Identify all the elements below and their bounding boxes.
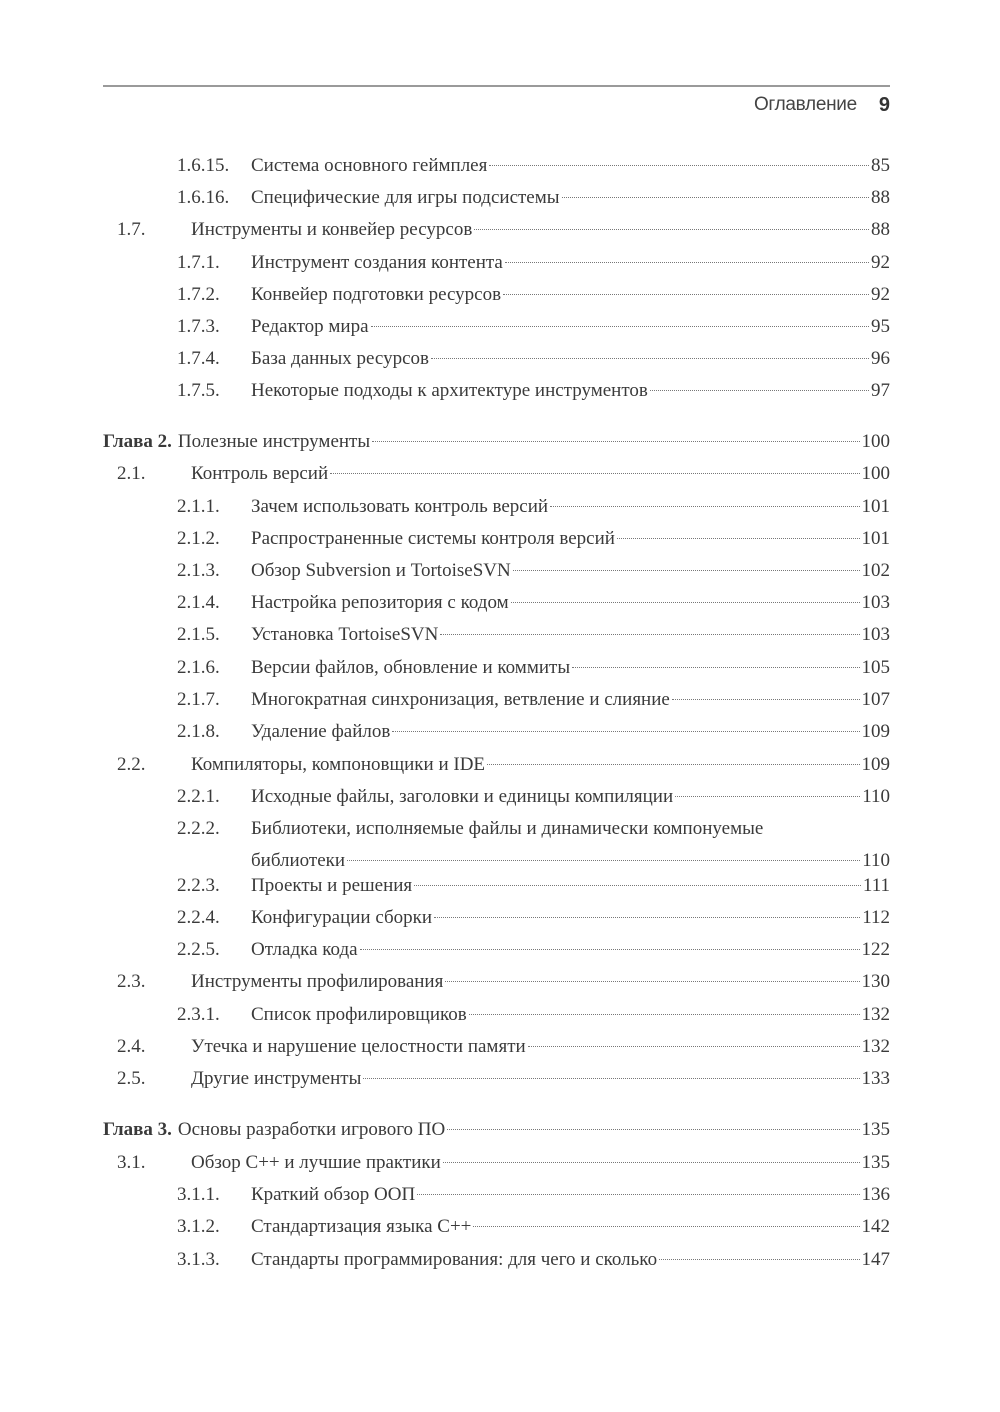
- toc-entry-number: 2.1.1.: [177, 496, 220, 517]
- toc-entry-number: 2.5.: [117, 1068, 146, 1089]
- toc-entry-page: 135: [861, 1152, 890, 1173]
- toc-chapter-number: Глава 2.: [103, 431, 172, 452]
- toc-entry-title: Конвейер подготовки ресурсов: [251, 284, 502, 305]
- toc-entry-title: Специфические для игры подсистемы: [251, 187, 560, 208]
- toc-entry-number: 1.7.4.: [177, 348, 220, 369]
- toc-entry-number: 3.1.: [117, 1152, 146, 1173]
- leader-dots: [363, 1078, 859, 1079]
- header-rule: [103, 85, 890, 87]
- toc-entry[interactable]: [103, 934, 890, 966]
- toc-entry-number: 2.2.3.: [177, 875, 220, 896]
- toc-entry-number: 2.2.4.: [177, 907, 220, 928]
- toc-entry-number: 2.2.2.: [177, 818, 220, 839]
- toc-entry[interactable]: [103, 1179, 890, 1211]
- toc-entry-number: 1.7.2.: [177, 284, 220, 305]
- toc-entry[interactable]: [103, 781, 890, 813]
- leader-dots: [414, 885, 861, 886]
- toc-entry-page: 147: [861, 1249, 890, 1270]
- toc-entry-page: 110: [862, 786, 890, 807]
- toc-entry-number: 1.7.: [117, 219, 146, 240]
- toc-entry-title-continuation: библиотеки: [251, 850, 346, 871]
- toc-entry-page: 122: [861, 939, 890, 960]
- toc-entry-page: 92: [871, 252, 890, 273]
- toc-entry-title: Библиотеки, исполняемые файлы и динамически компонуемые: [251, 818, 764, 839]
- toc-entry-page: 100: [861, 463, 890, 484]
- toc-entry[interactable]: [103, 279, 890, 311]
- leader-dots: [505, 262, 869, 263]
- leader-dots: [562, 197, 869, 198]
- toc-entry-page: 105: [861, 657, 890, 678]
- toc-entry-number: 1.6.16.: [177, 187, 230, 208]
- running-head: [754, 90, 890, 120]
- toc-entry-title: Другие инструменты: [191, 1068, 362, 1089]
- toc-entry-title: Обзор Subversion и TortoiseSVN: [251, 560, 511, 581]
- toc-entry[interactable]: [103, 1211, 890, 1243]
- toc-entry-page: 111: [862, 875, 890, 896]
- toc-entry-title: Конфигурации сборки: [251, 907, 433, 928]
- toc-entry-number: 2.2.: [117, 754, 146, 775]
- leader-dots: [443, 1162, 860, 1163]
- toc-entry-page: 100: [861, 431, 890, 452]
- toc-entry-page: 85: [871, 155, 890, 176]
- toc-entry-title: Инструменты профилирования: [191, 971, 444, 992]
- toc-entry[interactable]: [103, 749, 890, 781]
- leader-dots: [617, 538, 860, 539]
- toc-entry-number: 2.1.4.: [177, 592, 220, 613]
- leader-dots: [473, 1226, 859, 1227]
- toc-entry-title: Некоторые подходы к архитектуре инструментов: [251, 380, 648, 401]
- toc-entry[interactable]: [103, 150, 890, 182]
- toc-entry[interactable]: [103, 491, 890, 523]
- toc-entry-page: 109: [861, 721, 890, 742]
- leader-dots: [360, 949, 860, 950]
- toc-entry-title: Компиляторы, компоновщики и IDE: [191, 754, 486, 775]
- toc-entry-title: Стандартизация языка C++: [251, 1216, 472, 1237]
- toc-entry-title: Отладка кода: [251, 939, 358, 960]
- toc-entry-number: 1.6.15.: [177, 155, 230, 176]
- toc-entry[interactable]: [103, 716, 890, 748]
- toc-entry-title: Инструмент создания контента: [251, 252, 503, 273]
- toc-entry-number: 2.1.6.: [177, 657, 220, 678]
- toc-entry-title: Краткий обзор ООП: [251, 1184, 416, 1205]
- leader-dots: [487, 764, 859, 765]
- toc-entry-page: 109: [861, 754, 890, 775]
- toc-entry-title: Контроль версий: [191, 463, 329, 484]
- toc-entry-page: 88: [871, 187, 890, 208]
- toc-entry-title: Стандарты программирования: для чего и сколько: [251, 1249, 658, 1270]
- leader-dots: [503, 294, 869, 295]
- toc-entry[interactable]: [103, 902, 890, 934]
- toc-entry-title: Исходные файлы, заголовки и единицы компиляции: [251, 786, 674, 807]
- toc-entry[interactable]: [103, 247, 890, 279]
- toc-entry[interactable]: [103, 1147, 890, 1179]
- leader-dots: [550, 506, 859, 507]
- toc-entry[interactable]: [103, 652, 890, 684]
- toc-entry[interactable]: [103, 182, 890, 214]
- toc-entry[interactable]: [103, 1244, 890, 1276]
- leader-dots: [489, 165, 869, 166]
- leader-dots: [445, 981, 859, 982]
- toc-entry-page: 101: [861, 528, 890, 549]
- leader-dots: [572, 667, 859, 668]
- leader-dots: [371, 326, 869, 327]
- toc-entry[interactable]: [103, 870, 890, 902]
- toc-entry-page: 130: [861, 971, 890, 992]
- toc-entry-number: 2.1.3.: [177, 560, 220, 581]
- leader-dots: [447, 1129, 859, 1130]
- toc-entry[interactable]: [103, 1031, 890, 1063]
- leader-dots: [650, 390, 869, 391]
- page-number: 9: [878, 93, 890, 116]
- toc-entry-number: 2.1.: [117, 463, 146, 484]
- toc-entry-page: 142: [861, 1216, 890, 1237]
- toc-entry-page: 132: [861, 1036, 890, 1057]
- toc-entry[interactable]: [103, 587, 890, 619]
- toc-entry-number: 2.1.2.: [177, 528, 220, 549]
- toc-entry-number: 2.3.: [117, 971, 146, 992]
- leader-dots: [372, 441, 859, 442]
- toc-entry-page: 132: [861, 1004, 890, 1025]
- toc-entry[interactable]: [103, 214, 890, 246]
- toc-entry-number: 1.7.5.: [177, 380, 220, 401]
- leader-dots: [659, 1259, 859, 1260]
- toc-entry[interactable]: [103, 375, 890, 407]
- toc-entry-title: Зачем использовать контроль версий: [251, 496, 549, 517]
- toc-entry-title: Установка TortoiseSVN: [251, 624, 439, 645]
- leader-dots: [469, 1014, 860, 1015]
- toc-chapter-entry[interactable]: [103, 426, 890, 458]
- leader-dots: [347, 860, 860, 861]
- toc-entry-page: 107: [861, 689, 890, 710]
- toc-entry-page: 110: [862, 850, 890, 871]
- toc-entry-number: 2.1.5.: [177, 624, 220, 645]
- toc-entry-number: 3.1.1.: [177, 1184, 220, 1205]
- toc-entry-title: Распространенные системы контроля версий: [251, 528, 615, 549]
- leader-dots: [417, 1194, 859, 1195]
- toc-entry-title: Список профилировщиков: [251, 1004, 467, 1025]
- leader-dots: [672, 699, 860, 700]
- toc-entry-number: 2.4.: [117, 1036, 146, 1057]
- leader-dots: [474, 229, 869, 230]
- toc-entry[interactable]: [103, 343, 890, 375]
- toc-entry-page: 101: [861, 496, 890, 517]
- leader-dots: [675, 796, 860, 797]
- toc-entry-number: 2.1.7.: [177, 689, 220, 710]
- toc-entry-page: 133: [861, 1068, 890, 1089]
- leader-dots: [330, 473, 859, 474]
- toc-entry[interactable]: [103, 966, 890, 998]
- toc-entry-number: 2.1.8.: [177, 721, 220, 742]
- toc-entry-page: 136: [861, 1184, 890, 1205]
- leader-dots: [392, 731, 859, 732]
- toc-entry-page: 97: [871, 380, 890, 401]
- toc-entry-title: База данных ресурсов: [251, 348, 429, 369]
- toc-entry-title: Основы разработки игрового ПО: [177, 1119, 446, 1140]
- toc-entry-title: Настройка репозитория с кодом: [251, 592, 509, 613]
- toc-entry-title: Удаление файлов: [251, 721, 391, 742]
- toc-entry-page: 103: [861, 592, 890, 613]
- toc-entry-page: 88: [871, 219, 890, 240]
- toc-entry[interactable]: [103, 1063, 890, 1095]
- toc-entry-page: 92: [871, 284, 890, 305]
- toc-entry[interactable]: [103, 458, 890, 490]
- toc-entry-page: 135: [861, 1119, 890, 1140]
- toc-chapter-entry[interactable]: [103, 1114, 890, 1146]
- toc-entry-number: 2.2.1.: [177, 786, 220, 807]
- toc-entry-title: Полезные инструменты: [177, 431, 371, 452]
- toc-entry-number: 2.3.1.: [177, 1004, 220, 1025]
- leader-dots: [431, 358, 869, 359]
- toc-entry-number: 3.1.2.: [177, 1216, 220, 1237]
- toc-entry-page: 103: [861, 624, 890, 645]
- toc-entry-page: 102: [861, 560, 890, 581]
- running-head-title: Оглавление: [753, 94, 857, 115]
- leader-dots: [511, 602, 860, 603]
- toc-entry-title: Проекты и решения: [251, 875, 413, 896]
- leader-dots: [513, 570, 860, 571]
- toc-entry-title: Инструменты и конвейер ресурсов: [191, 219, 473, 240]
- leader-dots: [528, 1046, 860, 1047]
- toc-entry[interactable]: [103, 999, 890, 1031]
- toc-entry-title: Версии файлов, обновление и коммиты: [251, 657, 571, 678]
- toc-entry-number: 1.7.1.: [177, 252, 220, 273]
- toc-entry-page: 96: [871, 348, 890, 369]
- leader-dots: [440, 634, 859, 635]
- toc-entry[interactable]: [103, 523, 890, 555]
- toc-entry-title: Утечка и нарушение целостности памяти: [191, 1036, 526, 1057]
- toc-chapter-number: Глава 3.: [103, 1119, 172, 1140]
- toc-entry-number: 2.2.5.: [177, 939, 220, 960]
- toc-entry[interactable]: [103, 619, 890, 651]
- leader-dots: [434, 917, 860, 918]
- toc-entry[interactable]: [103, 555, 890, 587]
- toc-entry-multiline[interactable]: [103, 813, 890, 877]
- toc-entry-title: Обзор C++ и лучшие практики: [191, 1152, 441, 1173]
- toc-entry-page: 95: [871, 316, 890, 337]
- toc-entry-title: Многократная синхронизация, ветвление и слияние: [251, 689, 670, 710]
- toc-entry-title: Редактор мира: [251, 316, 369, 337]
- toc-entry-page: 112: [862, 907, 890, 928]
- toc-entry[interactable]: [103, 684, 890, 716]
- toc-entry-number: 3.1.3.: [177, 1249, 220, 1270]
- toc-entry-number: 1.7.3.: [177, 316, 220, 337]
- toc-entry[interactable]: [103, 311, 890, 343]
- toc-entry-title: Система основного геймплея: [251, 155, 488, 176]
